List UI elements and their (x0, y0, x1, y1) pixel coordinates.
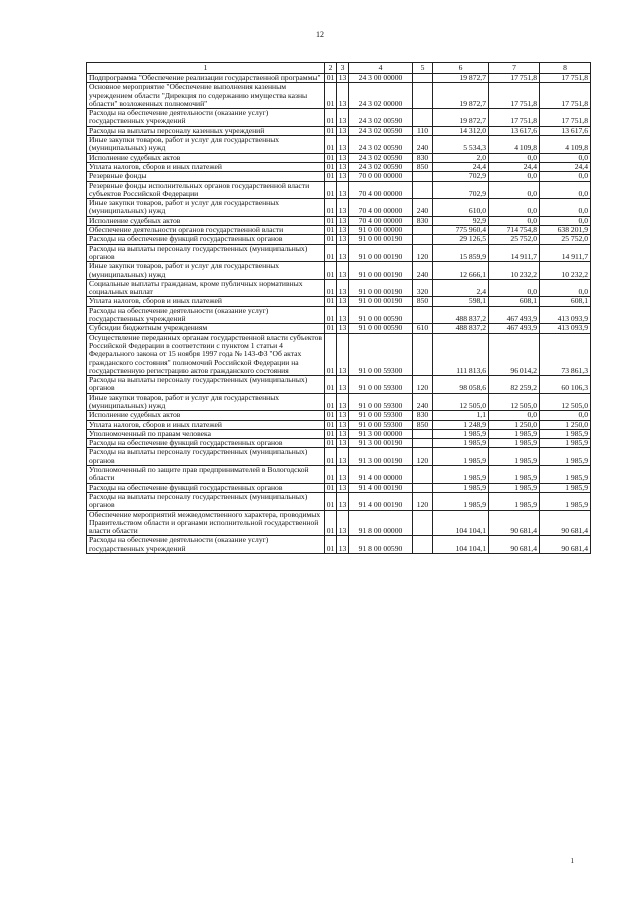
cell-expense-type (413, 235, 433, 244)
cell-section: 01 (325, 109, 337, 127)
cell-name: Обеспечение деятельности органов государственной власти (87, 226, 325, 235)
cell-expense-type (413, 181, 433, 199)
cell-expense-type: 830 (413, 153, 433, 162)
cell-name: Исполнение судебных актов (87, 153, 325, 162)
cell-amount-2021: 0,0 (540, 199, 591, 217)
cell-expense-type: 120 (413, 448, 433, 466)
cell-section: 01 (325, 172, 337, 181)
cell-amount-2019: 1 985,9 (433, 466, 489, 484)
cell-expense-type: 120 (413, 376, 433, 394)
cell-amount-2021: 1 985,9 (540, 466, 591, 484)
cell-target-article: 91 0 00 59300 (349, 420, 413, 429)
cell-section: 01 (325, 466, 337, 484)
cell-expense-type (413, 483, 433, 492)
cell-section: 01 (325, 136, 337, 154)
cell-expense-type: 850 (413, 162, 433, 171)
cell-expense-type: 110 (413, 126, 433, 135)
cell-amount-2019: 488 837,2 (433, 306, 489, 324)
cell-name: Подпрограмма "Обеспечение реализации государственной программы" (87, 74, 325, 83)
cell-section: 01 (325, 492, 337, 510)
table-row (87, 181, 591, 199)
cell-subsection: 13 (337, 109, 349, 127)
table-body (87, 74, 591, 554)
cell-name: Расходы на выплаты персоналу государственных (муниципальных) органов (87, 244, 325, 262)
cell-expense-type: 120 (413, 244, 433, 262)
cell-name: Расходы на обеспечение функций государственных органов (87, 235, 325, 244)
cell-amount-2021: 1 985,9 (540, 439, 591, 448)
cell-section: 01 (325, 83, 337, 109)
cell-amount-2019: 19 872,7 (433, 74, 489, 83)
cell-amount-2019: 5 534,3 (433, 136, 489, 154)
cell-name: Исполнение судебных актов (87, 216, 325, 225)
cell-target-article: 24 3 02 00590 (349, 136, 413, 154)
cell-amount-2019: 2,4 (433, 279, 489, 297)
cell-subsection: 13 (337, 420, 349, 429)
cell-name: Социальные выплаты гражданам, кроме публичных нормативных социальных выплат (87, 279, 325, 297)
cell-section: 01 (325, 181, 337, 199)
cell-amount-2021: 1 985,9 (540, 492, 591, 510)
cell-target-article: 91 0 00 00190 (349, 235, 413, 244)
cell-subsection: 13 (337, 235, 349, 244)
cell-section: 01 (325, 439, 337, 448)
cell-expense-type (413, 429, 433, 438)
cell-amount-2021: 1 250,0 (540, 420, 591, 429)
cell-name: Резервные фонды (87, 172, 325, 181)
header-cell: 1 (87, 63, 325, 74)
cell-target-article: 91 0 00 00190 (349, 297, 413, 306)
cell-subsection: 13 (337, 162, 349, 171)
cell-subsection: 13 (337, 429, 349, 438)
table-row (87, 411, 591, 420)
cell-amount-2020: 1 985,9 (489, 429, 540, 438)
cell-expense-type (413, 74, 433, 83)
cell-name: Субсидии бюджетным учреждениям (87, 324, 325, 333)
header-cell: 3 (337, 63, 349, 74)
cell-amount-2020: 1 985,9 (489, 448, 540, 466)
cell-name: Иные закупки товаров, работ и услуг для государственных (муниципальных) нужд (87, 199, 325, 217)
cell-target-article: 91 0 00 00000 (349, 226, 413, 235)
cell-target-article: 24 3 02 00590 (349, 162, 413, 171)
table-row (87, 279, 591, 297)
cell-subsection: 13 (337, 411, 349, 420)
cell-amount-2019: 1 985,9 (433, 492, 489, 510)
cell-section: 01 (325, 126, 337, 135)
cell-name: Расходы на выплаты персоналу государственных (муниципальных) органов (87, 448, 325, 466)
cell-subsection: 13 (337, 83, 349, 109)
table-row (87, 324, 591, 333)
cell-subsection: 13 (337, 74, 349, 83)
cell-amount-2019: 15 859,9 (433, 244, 489, 262)
cell-section: 01 (325, 74, 337, 83)
cell-subsection: 13 (337, 439, 349, 448)
cell-name: Основное мероприятие "Обеспечение выполнения казенным учреждением области "Дирекция по содержанию имущества казны области" возложенных полномочий" (87, 83, 325, 109)
cell-amount-2021: 608,1 (540, 297, 591, 306)
cell-target-article: 91 0 00 59300 (349, 411, 413, 420)
cell-amount-2019: 19 872,7 (433, 109, 489, 127)
cell-amount-2020: 4 109,8 (489, 136, 540, 154)
cell-amount-2020: 0,0 (489, 199, 540, 217)
cell-expense-type (413, 83, 433, 109)
cell-amount-2021: 17 751,8 (540, 109, 591, 127)
cell-subsection: 13 (337, 324, 349, 333)
cell-target-article: 91 0 00 00590 (349, 306, 413, 324)
cell-section: 01 (325, 411, 337, 420)
cell-subsection: 13 (337, 510, 349, 536)
cell-amount-2020: 96 014,2 (489, 333, 540, 375)
cell-target-article: 91 0 00 59300 (349, 333, 413, 375)
cell-amount-2021: 4 109,8 (540, 136, 591, 154)
cell-amount-2019: 1 985,9 (433, 483, 489, 492)
header-cell: 8 (540, 63, 591, 74)
cell-target-article: 70 4 00 00000 (349, 216, 413, 225)
cell-name: Расходы на обеспечение деятельности (оказание услуг) государственных учреждений (87, 306, 325, 324)
cell-section: 01 (325, 448, 337, 466)
cell-target-article: 91 4 00 00190 (349, 483, 413, 492)
cell-section: 01 (325, 216, 337, 225)
cell-amount-2020: 608,1 (489, 297, 540, 306)
cell-amount-2021: 1 985,9 (540, 429, 591, 438)
cell-amount-2020: 0,0 (489, 279, 540, 297)
cell-amount-2021: 17 751,8 (540, 74, 591, 83)
cell-amount-2020: 13 617,6 (489, 126, 540, 135)
cell-amount-2019: 12 505,0 (433, 393, 489, 411)
table-row (87, 448, 591, 466)
cell-amount-2019: 1,1 (433, 411, 489, 420)
cell-amount-2019: 702,9 (433, 172, 489, 181)
cell-name: Расходы на обеспечение функций государственных органов (87, 483, 325, 492)
cell-subsection: 13 (337, 483, 349, 492)
table-row (87, 172, 591, 181)
cell-name: Расходы на обеспечение деятельности (оказание услуг) государственных учреждений (87, 536, 325, 554)
cell-name: Расходы на выплаты персоналу государственных (муниципальных) органов (87, 376, 325, 394)
cell-expense-type: 850 (413, 420, 433, 429)
cell-amount-2019: 24,4 (433, 162, 489, 171)
cell-expense-type (413, 333, 433, 375)
header-cell: 4 (349, 63, 413, 74)
cell-amount-2020: 0,0 (489, 216, 540, 225)
cell-expense-type: 320 (413, 279, 433, 297)
cell-amount-2020: 1 250,0 (489, 420, 540, 429)
cell-amount-2021: 0,0 (540, 153, 591, 162)
cell-target-article: 70 4 00 00000 (349, 199, 413, 217)
table-row (87, 466, 591, 484)
cell-target-article: 24 3 02 00590 (349, 153, 413, 162)
cell-target-article: 91 3 00 00000 (349, 429, 413, 438)
cell-section: 01 (325, 536, 337, 554)
cell-amount-2019: 104 104,1 (433, 510, 489, 536)
cell-amount-2020: 0,0 (489, 153, 540, 162)
cell-name: Иные закупки товаров, работ и услуг для государственных (муниципальных) нужд (87, 262, 325, 280)
cell-amount-2019: 1 985,9 (433, 448, 489, 466)
cell-target-article: 91 8 00 00000 (349, 510, 413, 536)
cell-subsection: 13 (337, 492, 349, 510)
cell-amount-2020: 17 751,8 (489, 83, 540, 109)
cell-amount-2020: 17 751,8 (489, 109, 540, 127)
cell-amount-2019: 610,0 (433, 199, 489, 217)
cell-name: Резервные фонды исполнительных органов государственной власти субъектов Российской Федерации (87, 181, 325, 199)
table-row (87, 83, 591, 109)
cell-name: Расходы на выплаты персоналу казенных учреждений (87, 126, 325, 135)
cell-target-article: 91 4 00 00190 (349, 492, 413, 510)
cell-amount-2019: 598,1 (433, 297, 489, 306)
budget-table (86, 62, 591, 554)
cell-target-article: 91 3 00 00190 (349, 448, 413, 466)
cell-target-article: 70 4 00 00000 (349, 181, 413, 199)
cell-section: 01 (325, 393, 337, 411)
table-row (87, 136, 591, 154)
cell-amount-2021: 13 617,6 (540, 126, 591, 135)
table-header (87, 63, 591, 74)
cell-amount-2020: 82 259,2 (489, 376, 540, 394)
table-row (87, 492, 591, 510)
cell-amount-2021: 24,4 (540, 162, 591, 171)
cell-expense-type: 240 (413, 262, 433, 280)
cell-subsection: 13 (337, 136, 349, 154)
header-cell: 6 (433, 63, 489, 74)
cell-subsection: 13 (337, 262, 349, 280)
table-row (87, 376, 591, 394)
header-cell: 5 (413, 63, 433, 74)
cell-expense-type: 240 (413, 393, 433, 411)
cell-amount-2019: 702,9 (433, 181, 489, 199)
table-row (87, 510, 591, 536)
cell-section: 01 (325, 279, 337, 297)
cell-amount-2020: 0,0 (489, 411, 540, 420)
cell-amount-2021: 60 106,3 (540, 376, 591, 394)
cell-target-article: 91 0 00 00590 (349, 324, 413, 333)
cell-target-article: 91 0 00 00190 (349, 244, 413, 262)
corner-mark: 1 (570, 857, 574, 865)
table-row (87, 393, 591, 411)
cell-target-article: 24 3 02 00000 (349, 83, 413, 109)
cell-section: 01 (325, 262, 337, 280)
cell-section: 01 (325, 420, 337, 429)
cell-subsection: 13 (337, 536, 349, 554)
cell-name: Иные закупки товаров, работ и услуг для государственных (муниципальных) нужд (87, 393, 325, 411)
cell-target-article: 70 0 00 00000 (349, 172, 413, 181)
cell-section: 01 (325, 333, 337, 375)
cell-section: 01 (325, 306, 337, 324)
cell-section: 01 (325, 226, 337, 235)
cell-amount-2019: 488 837,2 (433, 324, 489, 333)
cell-name: Расходы на обеспечение деятельности (оказание услуг) государственных учреждений (87, 109, 325, 127)
cell-amount-2020: 25 752,0 (489, 235, 540, 244)
cell-subsection: 13 (337, 226, 349, 235)
cell-amount-2019: 104 104,1 (433, 536, 489, 554)
table-row (87, 306, 591, 324)
cell-expense-type (413, 109, 433, 127)
cell-target-article: 24 3 02 00590 (349, 126, 413, 135)
cell-amount-2020: 467 493,9 (489, 306, 540, 324)
cell-name: Расходы на обеспечение функций государственных органов (87, 439, 325, 448)
cell-expense-type (413, 510, 433, 536)
cell-amount-2021: 17 751,8 (540, 83, 591, 109)
cell-amount-2021: 0,0 (540, 172, 591, 181)
cell-section: 01 (325, 235, 337, 244)
cell-amount-2019: 14 312,0 (433, 126, 489, 135)
cell-expense-type (413, 172, 433, 181)
cell-expense-type (413, 466, 433, 484)
cell-expense-type: 830 (413, 216, 433, 225)
cell-target-article: 91 8 00 00590 (349, 536, 413, 554)
cell-subsection: 13 (337, 172, 349, 181)
cell-subsection: 13 (337, 216, 349, 225)
cell-amount-2021: 0,0 (540, 279, 591, 297)
cell-subsection: 13 (337, 199, 349, 217)
cell-target-article: 91 3 00 00190 (349, 439, 413, 448)
table-row (87, 262, 591, 280)
cell-amount-2021: 10 232,2 (540, 262, 591, 280)
cell-expense-type (413, 439, 433, 448)
table-row (87, 297, 591, 306)
cell-amount-2021: 73 861,3 (540, 333, 591, 375)
cell-amount-2020: 1 985,9 (489, 492, 540, 510)
cell-amount-2020: 0,0 (489, 172, 540, 181)
header-cell: 2 (325, 63, 337, 74)
cell-section: 01 (325, 324, 337, 333)
cell-amount-2019: 12 666,1 (433, 262, 489, 280)
cell-expense-type: 850 (413, 297, 433, 306)
cell-amount-2019: 92,9 (433, 216, 489, 225)
cell-subsection: 13 (337, 393, 349, 411)
cell-target-article: 24 3 02 00590 (349, 109, 413, 127)
cell-amount-2020: 1 985,9 (489, 439, 540, 448)
cell-amount-2020: 14 911,7 (489, 244, 540, 262)
cell-amount-2021: 1 985,9 (540, 483, 591, 492)
cell-amount-2021: 0,0 (540, 411, 591, 420)
cell-subsection: 13 (337, 244, 349, 262)
table-row (87, 199, 591, 217)
cell-expense-type: 830 (413, 411, 433, 420)
cell-name: Уплата налогов, сборов и иных платежей (87, 162, 325, 171)
cell-amount-2021: 12 505,0 (540, 393, 591, 411)
cell-subsection: 13 (337, 297, 349, 306)
cell-subsection: 13 (337, 279, 349, 297)
cell-subsection: 13 (337, 448, 349, 466)
cell-target-article: 24 3 00 00000 (349, 74, 413, 83)
cell-name: Расходы на выплаты персоналу государственных (муниципальных) органов (87, 492, 325, 510)
cell-section: 01 (325, 244, 337, 262)
cell-amount-2021: 413 093,9 (540, 306, 591, 324)
table-row (87, 420, 591, 429)
cell-amount-2021: 0,0 (540, 181, 591, 199)
table-row (87, 536, 591, 554)
cell-amount-2019: 775 960,4 (433, 226, 489, 235)
cell-subsection: 13 (337, 181, 349, 199)
cell-name: Уплата налогов, сборов и иных платежей (87, 420, 325, 429)
cell-subsection: 13 (337, 126, 349, 135)
cell-expense-type (413, 226, 433, 235)
cell-section: 01 (325, 199, 337, 217)
cell-amount-2021: 25 752,0 (540, 235, 591, 244)
cell-amount-2021: 14 911,7 (540, 244, 591, 262)
cell-section: 01 (325, 162, 337, 171)
cell-subsection: 13 (337, 153, 349, 162)
cell-expense-type: 120 (413, 492, 433, 510)
cell-name: Осуществление переданных органам государственной власти субъектов Российской Федерации в соответствии с пунктом 1 статьи 4 Федерального закона от 15 ноября 1997 года № 143-ФЗ "Об актах гражданского состояния" полномочий Российской Федерации на государственную регистрацию актов гражданского состояния (87, 333, 325, 375)
cell-amount-2020: 90 681,4 (489, 536, 540, 554)
cell-amount-2019: 1 985,9 (433, 429, 489, 438)
cell-target-article: 91 0 00 00190 (349, 279, 413, 297)
cell-amount-2021: 0,0 (540, 216, 591, 225)
cell-amount-2020: 0,0 (489, 181, 540, 199)
cell-name: Обеспечение мероприятий межведомственного характера, проводимых Правительством области и органами исполнительной государственной власти области (87, 510, 325, 536)
table-row (87, 109, 591, 127)
cell-name: Уплата налогов, сборов и иных платежей (87, 297, 325, 306)
cell-amount-2019: 1 248,9 (433, 420, 489, 429)
cell-amount-2020: 1 985,9 (489, 483, 540, 492)
cell-amount-2021: 638 201,9 (540, 226, 591, 235)
cell-amount-2021: 90 681,4 (540, 536, 591, 554)
cell-section: 01 (325, 510, 337, 536)
cell-target-article: 91 0 00 59300 (349, 393, 413, 411)
cell-subsection: 13 (337, 306, 349, 324)
cell-amount-2021: 1 985,9 (540, 448, 591, 466)
cell-amount-2021: 90 681,4 (540, 510, 591, 536)
cell-amount-2020: 714 754,8 (489, 226, 540, 235)
cell-amount-2020: 1 985,9 (489, 466, 540, 484)
cell-section: 01 (325, 376, 337, 394)
cell-amount-2019: 98 058,6 (433, 376, 489, 394)
cell-amount-2019: 19 872,7 (433, 83, 489, 109)
table-row (87, 235, 591, 244)
cell-name: Исполнение судебных актов (87, 411, 325, 420)
cell-expense-type: 240 (413, 199, 433, 217)
table-row (87, 244, 591, 262)
cell-expense-type: 240 (413, 136, 433, 154)
cell-name: Иные закупки товаров, работ и услуг для государственных (муниципальных) нужд (87, 136, 325, 154)
cell-amount-2019: 111 813,6 (433, 333, 489, 375)
cell-amount-2019: 29 126,5 (433, 235, 489, 244)
header-cell: 7 (489, 63, 540, 74)
table-row (87, 333, 591, 375)
cell-name: Уполномоченный по правам человека (87, 429, 325, 438)
cell-amount-2019: 2,0 (433, 153, 489, 162)
cell-amount-2020: 90 681,4 (489, 510, 540, 536)
cell-target-article: 91 4 00 00000 (349, 466, 413, 484)
header-row (87, 63, 591, 74)
cell-section: 01 (325, 429, 337, 438)
cell-amount-2020: 17 751,8 (489, 74, 540, 83)
cell-section: 01 (325, 297, 337, 306)
cell-amount-2020: 12 505,0 (489, 393, 540, 411)
cell-name: Уполномоченный по защите прав предпринимателей в Вологодской области (87, 466, 325, 484)
cell-amount-2021: 413 093,9 (540, 324, 591, 333)
cell-subsection: 13 (337, 376, 349, 394)
cell-expense-type (413, 536, 433, 554)
cell-section: 01 (325, 153, 337, 162)
cell-expense-type: 610 (413, 324, 433, 333)
page-number: 12 (316, 30, 324, 39)
cell-amount-2019: 1 985,9 (433, 439, 489, 448)
cell-section: 01 (325, 483, 337, 492)
cell-subsection: 13 (337, 333, 349, 375)
cell-subsection: 13 (337, 466, 349, 484)
cell-amount-2020: 467 493,9 (489, 324, 540, 333)
cell-amount-2020: 10 232,2 (489, 262, 540, 280)
cell-expense-type (413, 306, 433, 324)
cell-target-article: 91 0 00 00190 (349, 262, 413, 280)
cell-amount-2020: 24,4 (489, 162, 540, 171)
cell-target-article: 91 0 00 59300 (349, 376, 413, 394)
